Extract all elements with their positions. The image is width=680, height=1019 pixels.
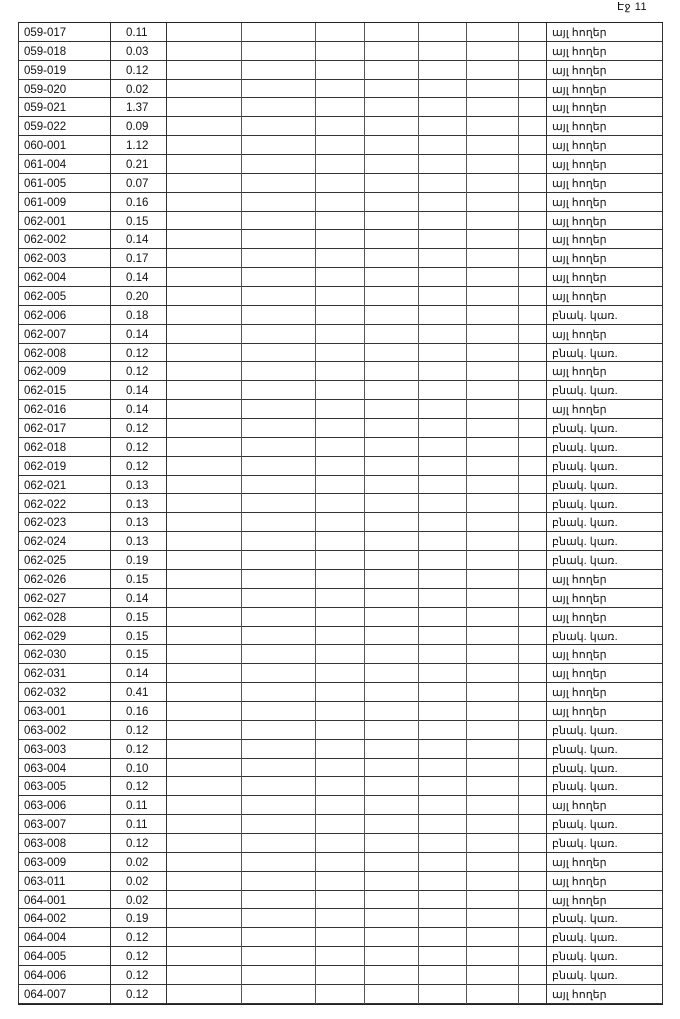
parcel-code: 063-004: [24, 762, 67, 775]
column-divider: [166, 23, 167, 1004]
parcel-area: 0.14: [126, 234, 149, 247]
parcel-area: 0.12: [126, 988, 149, 1001]
parcel-code: 062-029: [24, 630, 67, 643]
table-row: [18, 532, 663, 551]
table-row: [18, 570, 663, 589]
parcel-area: 0.15: [126, 215, 149, 228]
land-category: բնակ. կառ.: [552, 970, 618, 982]
table-row: [18, 645, 663, 664]
table-row: [18, 947, 663, 966]
parcel-code: 059-022: [24, 121, 67, 134]
parcel-code: 059-019: [24, 64, 67, 77]
parcel-code: 062-030: [24, 649, 67, 662]
land-category: այլ հողեր: [552, 64, 607, 77]
table-row: [18, 589, 663, 608]
parcel-code: 062-021: [24, 479, 67, 492]
land-category: այլ հողեր: [552, 121, 607, 134]
land-category: այլ հողեր: [552, 215, 607, 228]
parcel-code: 062-002: [24, 234, 67, 247]
table-row: [18, 80, 663, 99]
land-category: բնակ. կառ.: [552, 517, 618, 530]
parcel-area: 0.03: [126, 45, 149, 58]
land-category: բնակ. կառ.: [552, 762, 618, 775]
column-divider: [466, 23, 467, 1004]
table-row: [18, 212, 663, 231]
column-divider: [418, 23, 419, 1004]
land-category: բնակ. կառ.: [552, 913, 618, 926]
table-row: [18, 419, 663, 438]
parcel-area: 0.14: [126, 385, 149, 398]
land-category: բնակ. կառ.: [552, 460, 618, 473]
parcel-code: 064-006: [24, 970, 67, 982]
table-row: [18, 985, 663, 1004]
parcel-area: 0.07: [126, 177, 149, 190]
parcel-code: 062-015: [24, 385, 67, 398]
parcel-code: 059-021: [24, 102, 67, 115]
parcel-area: 0.12: [126, 347, 149, 360]
parcel-code: 062-009: [24, 366, 67, 379]
parcel-code: 062-025: [24, 555, 67, 568]
parcel-code: 062-008: [24, 347, 67, 360]
table-row: [18, 193, 663, 212]
parcel-code: 064-004: [24, 932, 67, 945]
table-row: [18, 872, 663, 891]
land-category: այլ հողեր: [552, 83, 607, 96]
parcel-area: 0.16: [126, 705, 149, 718]
table-row: [18, 476, 663, 495]
parcel-area: 1.37: [126, 102, 149, 115]
parcel-area: 0.12: [126, 932, 149, 945]
parcel-code: 062-003: [24, 253, 67, 266]
table-row: [18, 513, 663, 532]
table-row: [18, 438, 663, 457]
parcel-code: 062-007: [24, 328, 67, 341]
table-row: [18, 966, 663, 985]
table-row: [18, 627, 663, 646]
land-category: բնակ. կառ.: [552, 743, 618, 756]
column-divider: [518, 23, 519, 1004]
parcel-code: 061-005: [24, 177, 67, 190]
land-category: այլ հողեր: [552, 988, 607, 1001]
table-row: [18, 834, 663, 853]
parcel-area: 0.13: [126, 536, 149, 549]
parcel-code: 062-026: [24, 573, 67, 586]
parcel-area: 0.13: [126, 498, 149, 511]
table-row: [18, 740, 663, 759]
parcel-area: 0.11: [126, 800, 148, 813]
table-row: [18, 891, 663, 910]
table-row: [18, 777, 663, 796]
parcel-area: 0.12: [126, 460, 149, 473]
table-row: [18, 249, 663, 268]
parcel-area: 0.15: [126, 611, 149, 624]
table-row: [18, 306, 663, 325]
parcel-area: 0.02: [126, 894, 149, 907]
land-category: բնակ. կառ.: [552, 819, 618, 832]
table-row: [18, 42, 663, 61]
parcel-area: 0.12: [126, 441, 149, 454]
land-category: բնակ. կառ.: [552, 555, 618, 568]
table-row: [18, 136, 663, 155]
parcel-area: 0.12: [126, 743, 149, 756]
land-category: այլ հողեր: [552, 687, 607, 700]
land-category: այլ հողեր: [552, 328, 607, 341]
land-category: այլ հողեր: [552, 649, 607, 662]
table-row: [18, 61, 663, 80]
land-category: այլ հողեր: [552, 140, 607, 153]
land-category: այլ հողեր: [552, 611, 607, 624]
parcel-area: 0.12: [126, 724, 149, 737]
parcel-area: 0.12: [126, 970, 149, 982]
parcel-area: 0.17: [126, 253, 149, 266]
parcel-code: 062-024: [24, 536, 67, 549]
table-row: [18, 853, 663, 872]
parcel-code: 061-009: [24, 196, 67, 209]
parcel-area: 0.13: [126, 517, 149, 530]
parcel-area: 0.12: [126, 951, 149, 964]
parcel-area: 1.12: [126, 140, 149, 153]
land-category: այլ հողեր: [552, 234, 607, 247]
land-category: այլ հողեր: [552, 592, 607, 605]
land-category: այլ հողեր: [552, 159, 607, 172]
parcel-code: 062-005: [24, 291, 67, 304]
parcel-code: 062-032: [24, 687, 67, 700]
table-row: [18, 98, 663, 117]
table-row: [18, 362, 663, 381]
table-row: [18, 721, 663, 740]
parcel-code: 063-003: [24, 743, 67, 756]
parcel-area: 0.12: [126, 781, 149, 794]
parcel-code: 064-002: [24, 913, 67, 926]
land-category: այլ հողեր: [552, 291, 607, 304]
parcel-code: 059-018: [24, 45, 67, 58]
parcel-code: 064-005: [24, 951, 67, 964]
land-category: բնակ. կառ.: [552, 441, 618, 454]
table-row: [18, 287, 663, 306]
parcel-area: 0.19: [126, 555, 149, 568]
parcel-code: 063-011: [24, 875, 66, 888]
land-category: այլ հողեր: [552, 705, 607, 718]
table-row: [18, 683, 663, 702]
parcel-area: 0.14: [126, 272, 149, 285]
parcel-area: 0.12: [126, 837, 149, 850]
parcel-area: 0.21: [126, 159, 149, 172]
parcel-code: 062-018: [24, 441, 67, 454]
column-divider: [241, 23, 242, 1004]
parcel-area: 0.15: [126, 630, 149, 643]
parcel-code: 062-023: [24, 517, 67, 530]
parcel-code: 062-031: [24, 668, 67, 681]
land-category: բնակ. կառ.: [552, 479, 618, 492]
column-divider: [546, 23, 547, 1004]
land-category: բնակ. կառ.: [552, 423, 618, 436]
table-row: [18, 400, 663, 419]
parcel-area: 0.10: [126, 762, 149, 775]
parcel-code: 064-001: [24, 894, 67, 907]
table-row: [18, 230, 663, 249]
table-row: [18, 268, 663, 287]
table-row: [18, 664, 663, 683]
land-category: այլ հողեր: [552, 102, 607, 115]
parcel-area: 0.14: [126, 592, 149, 605]
parcel-code: 062-016: [24, 404, 67, 417]
table-row: [18, 23, 663, 42]
parcel-code: 062-027: [24, 592, 67, 605]
parcel-code: 062-019: [24, 460, 67, 473]
column-divider: [315, 23, 316, 1004]
table-row: [18, 909, 663, 928]
table-row: [18, 155, 663, 174]
parcel-code: 059-020: [24, 83, 67, 96]
parcel-area: 0.18: [126, 309, 149, 322]
parcel-area: 0.11: [126, 819, 148, 832]
land-category: այլ հողեր: [552, 366, 607, 379]
land-category: բնակ. կառ.: [552, 347, 618, 360]
parcel-code: 060-001: [24, 140, 67, 153]
parcel-area: 0.15: [126, 649, 149, 662]
parcel-area: 0.12: [126, 423, 149, 436]
parcel-area: 0.14: [126, 404, 149, 417]
table-row: [18, 117, 663, 136]
parcel-code: 062-017: [24, 423, 67, 436]
parcel-code: 062-006: [24, 309, 67, 322]
parcel-code: 063-007: [24, 819, 67, 832]
land-category: այլ հողեր: [552, 45, 607, 58]
parcel-area: 0.12: [126, 64, 149, 77]
parcel-code: 063-009: [24, 856, 67, 869]
land-category: այլ հողեր: [552, 177, 607, 190]
land-category: այլ հողեր: [552, 272, 607, 285]
land-category: այլ հողեր: [552, 800, 607, 813]
page-number: Էջ 11: [617, 1, 648, 13]
land-category: բնակ. կառ.: [552, 309, 618, 322]
column-divider: [662, 23, 663, 1004]
table-row: [18, 796, 663, 815]
parcel-area: 0.09: [126, 121, 149, 134]
table-row: [18, 815, 663, 834]
table-row: [18, 551, 663, 570]
parcel-code: 063-001: [24, 705, 67, 718]
table-row: [18, 928, 663, 947]
land-category: բնակ. կառ.: [552, 951, 618, 964]
parcel-area: 0.02: [126, 875, 149, 888]
land-category: բնակ. կառ.: [552, 837, 618, 850]
parcel-area: 0.02: [126, 856, 149, 869]
table-row: [18, 381, 663, 400]
parcel-code: 059-017: [24, 27, 67, 39]
land-category: այլ հողեր: [552, 668, 607, 681]
land-category: այլ հողեր: [552, 253, 607, 266]
parcel-code: 063-006: [24, 800, 67, 813]
land-category: բնակ. կառ.: [552, 536, 618, 549]
parcel-table: [18, 22, 663, 1005]
parcel-code: 063-008: [24, 837, 67, 850]
column-divider: [364, 23, 365, 1004]
parcel-area: 0.13: [126, 479, 149, 492]
parcel-code: 061-004: [24, 159, 67, 172]
table-row: [18, 759, 663, 778]
table-row: [18, 325, 663, 344]
land-category: այլ հողեր: [552, 196, 607, 209]
land-category: այլ հողեր: [552, 404, 607, 417]
table-row: [18, 608, 663, 627]
land-category: բնակ. կառ.: [552, 498, 618, 511]
parcel-code: 062-022: [24, 498, 67, 511]
land-category: այլ հողեր: [552, 27, 607, 39]
parcel-area: 0.15: [126, 573, 149, 586]
parcel-area: 0.19: [126, 913, 149, 926]
land-category: բնակ. կառ.: [552, 385, 618, 398]
land-category: այլ հողեր: [552, 856, 607, 869]
table-row: [18, 457, 663, 476]
table-row: [18, 344, 663, 363]
land-category: այլ հողեր: [552, 573, 607, 586]
parcel-area: 0.14: [126, 328, 149, 341]
land-category: այլ հողեր: [552, 875, 607, 888]
parcel-area: 0.20: [126, 291, 149, 304]
table-row: [18, 174, 663, 193]
land-category: բնակ. կառ.: [552, 781, 618, 794]
parcel-area: 0.12: [126, 366, 149, 379]
table-row: [18, 702, 663, 721]
parcel-area: 0.14: [126, 668, 149, 681]
parcel-code: 062-001: [24, 215, 67, 228]
land-category: այլ հողեր: [552, 894, 607, 907]
table-row: [18, 495, 663, 514]
land-category: բնակ. կառ.: [552, 932, 618, 945]
parcel-area: 0.11: [126, 27, 148, 39]
parcel-area: 0.02: [126, 83, 149, 96]
column-divider: [18, 23, 19, 1004]
parcel-code: 063-005: [24, 781, 67, 794]
column-divider: [110, 23, 111, 1004]
parcel-code: 064-007: [24, 988, 67, 1001]
parcel-code: 062-028: [24, 611, 67, 624]
parcel-code: 062-004: [24, 272, 67, 285]
parcel-area: 0.16: [126, 196, 149, 209]
parcel-code: 063-002: [24, 724, 67, 737]
land-category: բնակ. կառ.: [552, 630, 618, 643]
land-category: բնակ. կառ.: [552, 724, 618, 737]
parcel-area: 0.41: [126, 687, 149, 700]
